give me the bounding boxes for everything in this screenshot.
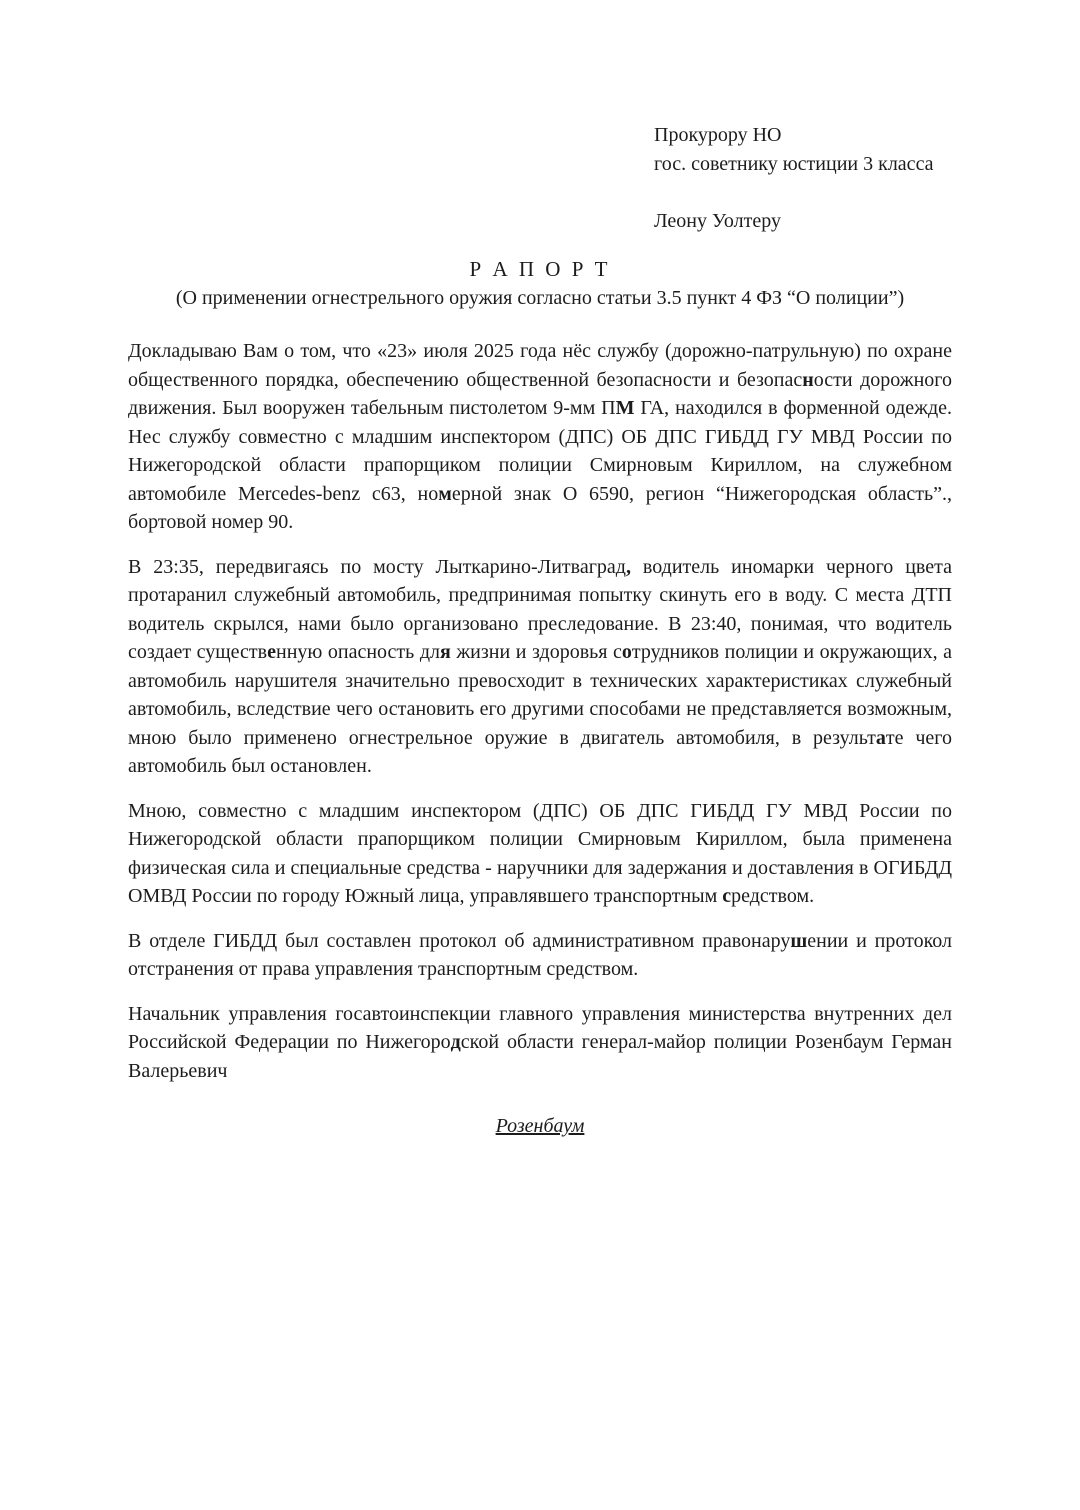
report-body [128,337,952,1085]
report-title: Р А П О Р Т [469,257,611,281]
recipient-line: гос. советнику юстиции 3 класса [654,153,934,175]
body-paragraph: Начальник управления госавтоинспекции главного управления министерства внутренних дел Российской Федерации по Нижегородской области генерал-майор полиции Розенбаум Герман Валерьевич [128,1002,952,1082]
recipient-line: Прокурору НО [654,124,782,146]
signature-line: Розенбаум [495,1115,585,1137]
report-subtitle: (О применении огнестрельного оружия согласно статьи 3.5 пункт 4 ФЗ “О полиции”) [175,287,905,309]
recipient-name: Леону Уолтеру [654,210,781,232]
recipient-block [654,121,952,236]
body-paragraph: В отделе ГИБДД был составлен протокол об административном правонарушении и протокол отстранения от права управления транспортным средством. [128,929,952,980]
body-paragraph: Мною, совместно с младшим инспектором (ДПС) ОБ ДПС ГИБДД ГУ МВД России по Нижегородской области прапорщиком полиции Смирновым Кириллом, была применена физическая сила и специальные средства - наручники для задержания и доставления в ОГИБДД ОМВД России по городу Южный лица, управлявшего транспортным средством. [128,799,952,907]
body-paragraph: В 23:35, передвигаясь по мосту Лыткарино-Литваград, водитель иномарки черного цвета протаранил служебный автомобиль, предпринимая попытку скинуть его в воду. С места ДТП водитель скрылся, нами было организовано преследование. В 23:40, понимая, что водитель создает существенную опасность для жизни и здоровья сотрудников полиции и окружающих, а автомобиль нарушителя значительно превосходит в технических характеристиках служебный автомобиль, вследствие чего остановить его другими способами не представляется возможным, мною было применено огнестрельное оружие в двигатель автомобиля, в результате чего автомобиль был остановлен. [128,555,953,777]
body-paragraph: Докладываю Вам о том, что «23» июля 2025 года нёс службу (дорожно-патрульную) по охране общественного порядка, обеспечению общественной безопасности и безопасности дорожного движения. Был вооружен табельным пистолетом 9-мм ПМ ГА, находился в форменной одежде. Нес службу совместно с младшим инспектором (ДПС) ОБ ДПС ГИБДД ГУ МВД России по Нижегородской области прапорщиком полиции Смирновым Кириллом, на служебном автомобиле Mercedes-benz c63, номерной знак О 6590, регион “Нижегородская область”., бортовой номер 90. [128,340,953,533]
